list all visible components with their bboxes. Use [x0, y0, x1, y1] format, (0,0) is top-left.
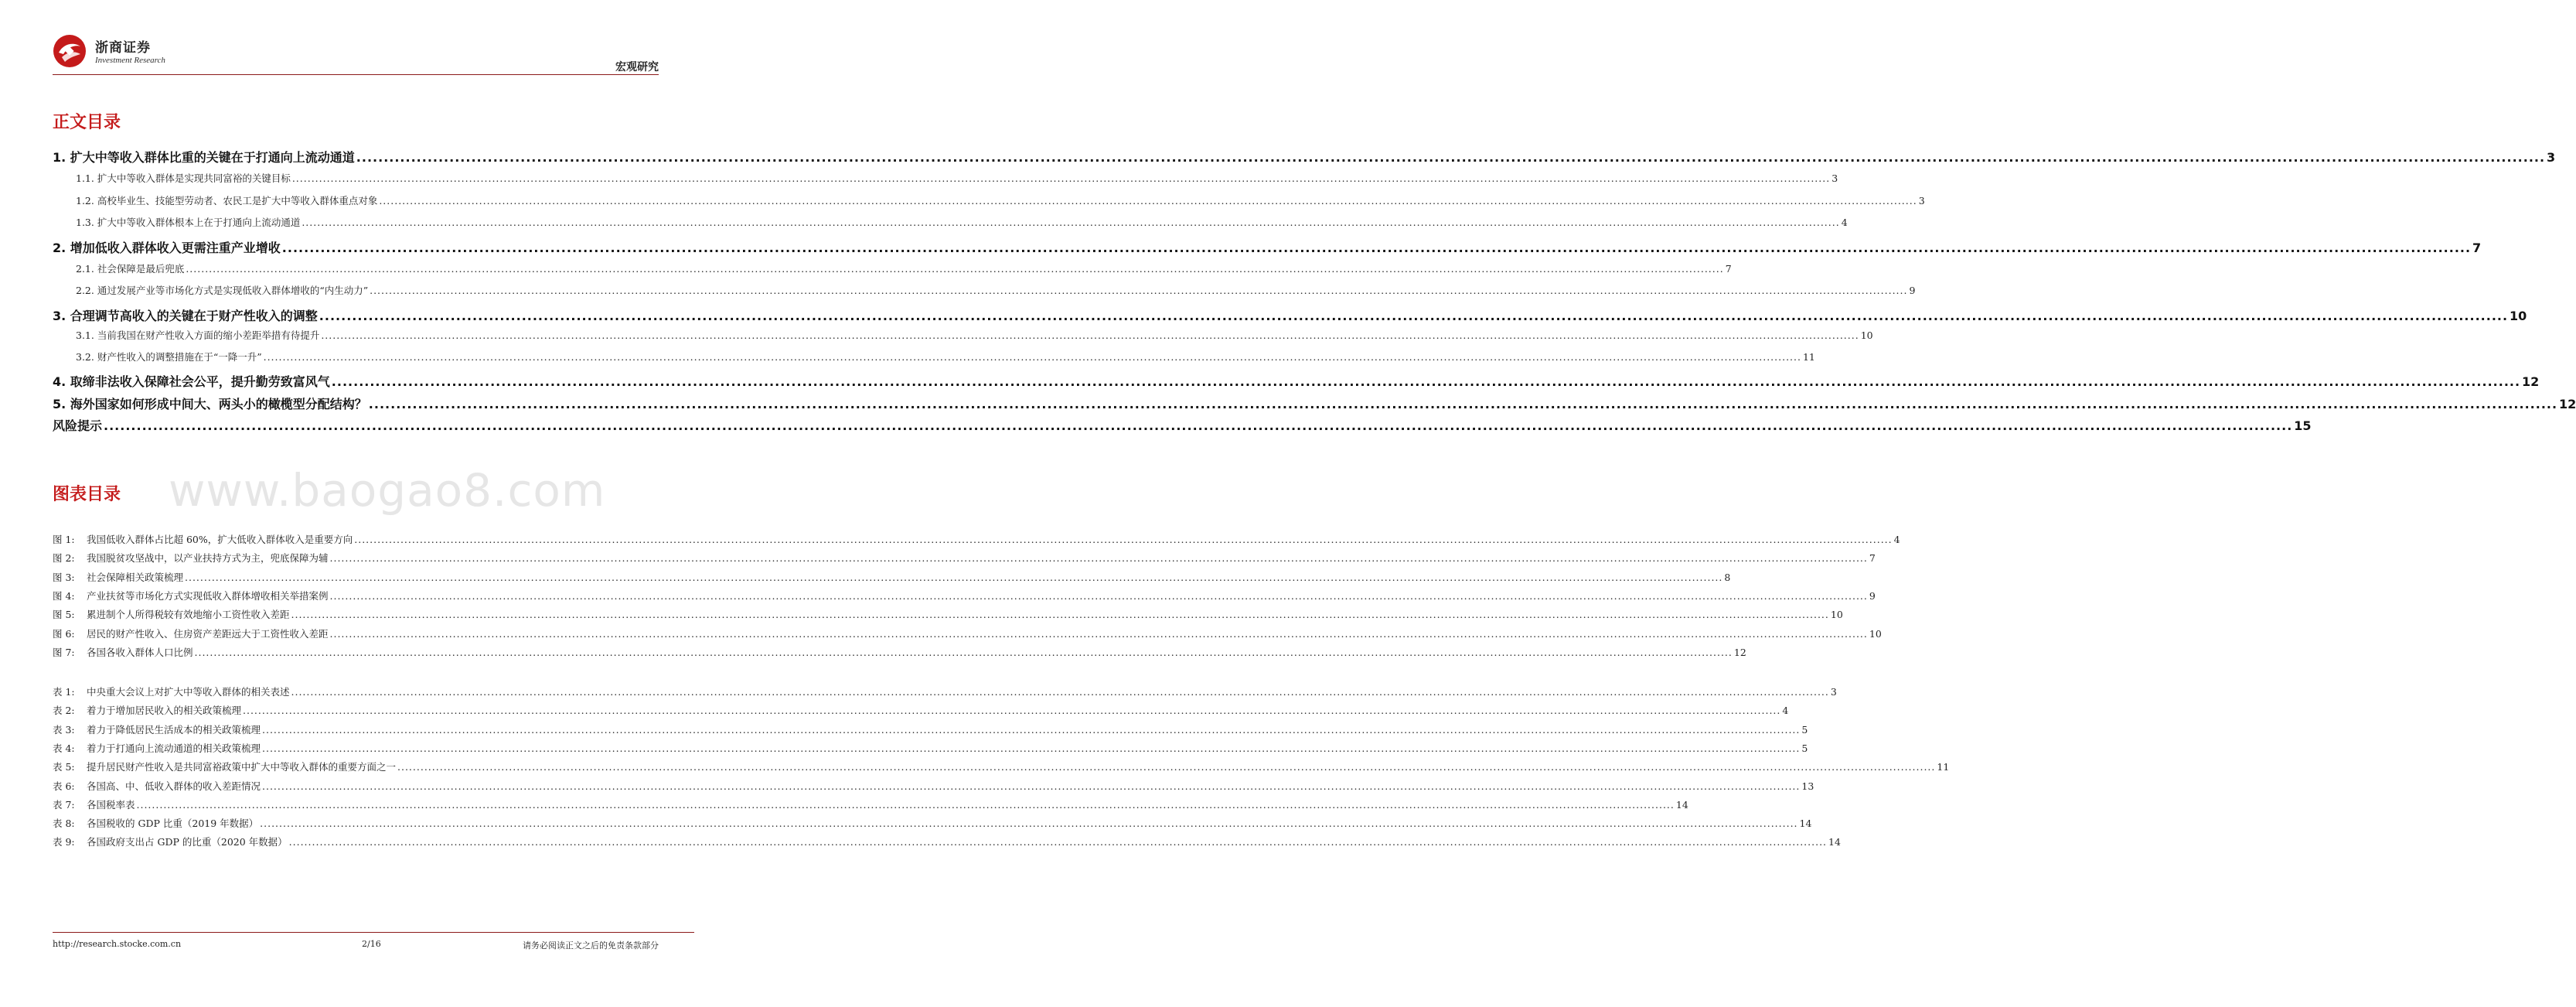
entry-text: 产业扶贫等市场化方式实现低收入群体增收相关举措案例	[87, 589, 329, 602]
entry-label: 表 9:	[53, 836, 75, 848]
list-entry[interactable]	[53, 703, 1789, 717]
entry-label: 图 4:	[53, 589, 75, 602]
toc-entry[interactable]	[53, 394, 2576, 411]
dot-leader: ................................................................................................................................................................................................................................................................................................................................................................................................................	[329, 552, 1868, 565]
list-entry[interactable]	[53, 570, 1731, 584]
entry-label: 表 2:	[53, 705, 75, 717]
entry-text: 着力于增加居民收入的相关政策梳理	[87, 705, 242, 717]
entry-text: 3. 合理调节高收入的关键在于财产性收入的调整	[53, 309, 318, 323]
dot-leader: ................................................................................................................................................................................................................................................................................................................................................................................................................	[329, 627, 1868, 640]
entry-text: 3.2. 财产性收入的调整措施在于“一降一升”	[76, 351, 262, 363]
footer-disclaimer: 请务必阅读正文之后的免责条款部分	[523, 940, 659, 951]
dot-leader: ................................................................................................................................................................................................................................................................................................................................................................................................................	[136, 798, 1675, 811]
list-entry[interactable]	[53, 760, 1950, 773]
entry-page-number: 13	[1801, 780, 1814, 792]
entry-text: 1.3. 扩大中等收入群体根本上在于打通向上流动通道	[76, 217, 301, 228]
dot-leader: ................................................................................................................................................................................................................................................................................................................................................................................................................	[331, 374, 2521, 389]
entry-label: 表 7:	[53, 798, 75, 811]
brand-logo-icon	[53, 34, 87, 68]
entry-page-number: 4	[1782, 705, 1789, 717]
brand-name: 浙商证券	[95, 40, 151, 56]
dot-leader: ................................................................................................................................................................................................................................................................................................................................................................................................................	[185, 571, 1723, 583]
dot-leader: ................................................................................................................................................................................................................................................................................................................................................................................................................	[354, 534, 1893, 545]
list-entry[interactable]	[53, 532, 1900, 546]
entry-label: 图 7:	[53, 646, 75, 658]
toc-entry[interactable]	[76, 193, 1925, 207]
dot-leader: ................................................................................................................................................................................................................................................................................................................................................................................................................	[186, 263, 1724, 275]
dot-leader: ................................................................................................................................................................................................................................................................................................................................................................................................................	[263, 351, 1801, 363]
entry-label: 表 4:	[53, 742, 75, 754]
list-entry[interactable]	[53, 645, 1746, 659]
entry-text: 各国税率表	[87, 798, 135, 811]
entry-text: 中央重大会议上对扩大中等收入群体的相关表述	[87, 686, 290, 698]
entry-page-number: 8	[1724, 571, 1731, 583]
dot-leader: ................................................................................................................................................................................................................................................................................................................................................................................................................	[379, 195, 1917, 207]
dot-leader: ................................................................................................................................................................................................................................................................................................................................................................................................................	[288, 836, 1828, 848]
entry-page-number: 11	[1937, 761, 1950, 773]
entry-page-number: 7	[1869, 552, 1876, 565]
entry-text: 风险提示	[53, 418, 103, 433]
entry-text: 2. 增加低收入群体收入更需注重产业增收	[53, 241, 281, 255]
entry-label: 图 2:	[53, 552, 75, 565]
dot-leader: ................................................................................................................................................................................................................................................................................................................................................................................................................	[243, 705, 1781, 717]
entry-text: 着力于降低居民生活成本的相关政策梳理	[87, 723, 261, 736]
entry-page-number: 15	[2294, 418, 2312, 433]
list-entry[interactable]	[53, 551, 1876, 565]
dot-leader: ................................................................................................................................................................................................................................................................................................................................................................................................................	[291, 172, 1831, 184]
list-entry[interactable]	[53, 626, 1882, 640]
entry-page-number: 4	[1841, 217, 1848, 228]
list-entry[interactable]	[53, 779, 1814, 793]
page-header	[53, 29, 659, 74]
entry-label: 图 6:	[53, 627, 75, 640]
entry-text: 各国税收的 GDP 比重（2019 年数据）	[87, 818, 259, 830]
toc-entry[interactable]	[76, 350, 1815, 364]
toc-entry[interactable]	[76, 215, 1848, 229]
toc-entry[interactable]	[76, 328, 1873, 342]
dot-leader: ................................................................................................................................................................................................................................................................................................................................................................................................................	[194, 646, 1733, 658]
list-entry[interactable]	[53, 835, 1841, 848]
dot-leader: ................................................................................................................................................................................................................................................................................................................................................................................................................	[370, 285, 1908, 296]
toc-entry[interactable]	[76, 171, 1838, 185]
entry-text: 1. 扩大中等收入群体比重的关键在于打通向上流动通道	[53, 150, 355, 165]
entry-text: 3.1. 当前我国在财产性收入方面的缩小差距举措有待提升	[76, 329, 320, 341]
entry-text: 提升居民财产性收入是共同富裕政策中扩大中等收入群体的重要方面之一	[87, 761, 397, 773]
entry-text: 4. 取缔非法收入保障社会公平，提升勤劳致富风气	[53, 374, 330, 389]
entry-text: 1.2. 高校毕业生、技能型劳动者、农民工是扩大中等收入群体重点对象	[76, 195, 378, 207]
entry-page-number: 10	[1830, 609, 1843, 621]
entry-label: 表 6:	[53, 780, 75, 792]
dot-leader: ................................................................................................................................................................................................................................................................................................................................................................................................................	[291, 686, 1829, 698]
footer-url[interactable]: http://research.stocke.com.cn	[53, 939, 182, 949]
entry-page-number: 11	[1802, 351, 1815, 363]
entry-text: 我国脱贫攻坚战中，以产业扶持方式为主，兜底保障为辅	[87, 552, 329, 565]
entry-page-number: 12	[1733, 646, 1746, 658]
dot-leader: ................................................................................................................................................................................................................................................................................................................................................................................................................	[329, 589, 1868, 602]
entry-page-number: 5	[1801, 742, 1808, 754]
entry-page-number: 3	[1830, 686, 1837, 698]
entry-page-number: 14	[1828, 836, 1841, 848]
entry-text: 1.1. 扩大中等收入群体是实现共同富裕的关键目标	[76, 172, 291, 184]
entry-page-number: 14	[1675, 798, 1688, 811]
list-entry[interactable]	[53, 797, 1688, 811]
entry-text: 着力于打通向上流动通道的相关政策梳理	[87, 742, 261, 754]
footer-divider	[53, 932, 694, 933]
entry-page-number: 3	[1831, 172, 1838, 184]
entry-page-number: 12	[2522, 374, 2540, 389]
entry-text: 各国政府支出占 GDP 的比重（2020 年数据）	[87, 836, 288, 848]
chart-list-title: 图表目录	[53, 485, 121, 504]
dot-leader: ................................................................................................................................................................................................................................................................................................................................................................................................................	[260, 818, 1798, 830]
toc-entry[interactable]	[76, 261, 1732, 275]
toc-entry[interactable]	[53, 238, 2482, 255]
list-entry[interactable]	[53, 589, 1876, 602]
entry-text: 居民的财产性收入、住房资产差距远大于工资性收入差距	[87, 627, 329, 640]
entry-page-number: 3	[1918, 195, 1925, 207]
dot-leader: ................................................................................................................................................................................................................................................................................................................................................................................................................	[356, 150, 2546, 165]
list-entry[interactable]	[53, 722, 1808, 736]
dot-leader: ................................................................................................................................................................................................................................................................................................................................................................................................................	[368, 397, 2558, 411]
entry-page-number: 9	[1869, 589, 1876, 602]
dot-leader: ................................................................................................................................................................................................................................................................................................................................................................................................................	[319, 309, 2509, 323]
entry-page-number: 5	[1801, 723, 1808, 736]
entry-text: 累进制个人所得税较有效地缩小工资性收入差距	[87, 609, 290, 621]
entry-text: 5. 海外国家如何形成中间大、两头小的橄榄型分配结构？	[53, 397, 367, 411]
toc-entry[interactable]	[53, 416, 2312, 433]
toc-entry[interactable]	[53, 148, 2556, 165]
entry-page-number: 9	[1909, 285, 1916, 296]
entry-page-number: 14	[1799, 818, 1812, 830]
dot-leader: ................................................................................................................................................................................................................................................................................................................................................................................................................	[397, 761, 1936, 773]
list-entry[interactable]	[53, 741, 1808, 755]
dot-leader: ................................................................................................................................................................................................................................................................................................................................................................................................................	[262, 780, 1801, 792]
entry-page-number: 3	[2547, 150, 2556, 165]
entry-text: 2.1. 社会保障是最后兜底	[76, 263, 185, 275]
entry-page-number: 10	[1860, 329, 1873, 341]
entry-page-number: 12	[2559, 397, 2576, 411]
entry-label: 图 3:	[53, 571, 75, 583]
dot-leader: ................................................................................................................................................................................................................................................................................................................................................................................................................	[302, 217, 1840, 228]
entry-page-number: 4	[1893, 534, 1900, 545]
watermark: www.baogao8.com	[169, 464, 606, 517]
entry-page-number: 7	[1725, 263, 1732, 275]
toc-title: 正文目录	[53, 113, 121, 132]
dot-leader: ................................................................................................................................................................................................................................................................................................................................................................................................................	[321, 329, 1859, 341]
entry-text: 我国低收入群体占比超 60%，扩大低收入群体收入是重要方向	[87, 534, 353, 545]
entry-label: 表 5:	[53, 761, 75, 773]
entry-page-number: 7	[2472, 241, 2482, 255]
brand-tagline: Investment Research	[95, 56, 165, 65]
dot-leader: ................................................................................................................................................................................................................................................................................................................................................................................................................	[281, 241, 2472, 255]
entry-text: 各国各收入群体人口比例	[87, 646, 193, 658]
entry-page-number: 10	[1869, 627, 1882, 640]
footer-page-number: 2/16	[362, 939, 381, 949]
entry-text: 社会保障相关政策梳理	[87, 571, 184, 583]
entry-page-number: 10	[2510, 309, 2527, 323]
list-entry[interactable]	[53, 607, 1843, 621]
entry-label: 表 3:	[53, 723, 75, 736]
list-entry[interactable]	[53, 684, 1837, 698]
toc-entry[interactable]	[53, 306, 2527, 323]
dot-leader: ................................................................................................................................................................................................................................................................................................................................................................................................................	[291, 609, 1829, 621]
dot-leader: ................................................................................................................................................................................................................................................................................................................................................................................................................	[262, 723, 1801, 736]
toc-entry[interactable]	[76, 283, 1916, 297]
dot-leader: ................................................................................................................................................................................................................................................................................................................................................................................................................	[104, 418, 2293, 433]
entry-label: 图 5:	[53, 609, 75, 621]
entry-label: 表 8:	[53, 818, 75, 830]
entry-label: 图 1:	[53, 534, 75, 545]
entry-label: 表 1:	[53, 686, 75, 698]
toc-entry[interactable]	[53, 372, 2540, 389]
entry-text: 2.2. 通过发展产业等市场化方式是实现低收入群体增收的“内生动力”	[76, 285, 369, 296]
header-divider	[53, 74, 659, 75]
entry-text: 各国高、中、低收入群体的收入差距情况	[87, 780, 261, 792]
section-label: 宏观研究	[615, 61, 659, 73]
list-entry[interactable]	[53, 816, 1812, 830]
dot-leader: ................................................................................................................................................................................................................................................................................................................................................................................................................	[262, 742, 1801, 754]
